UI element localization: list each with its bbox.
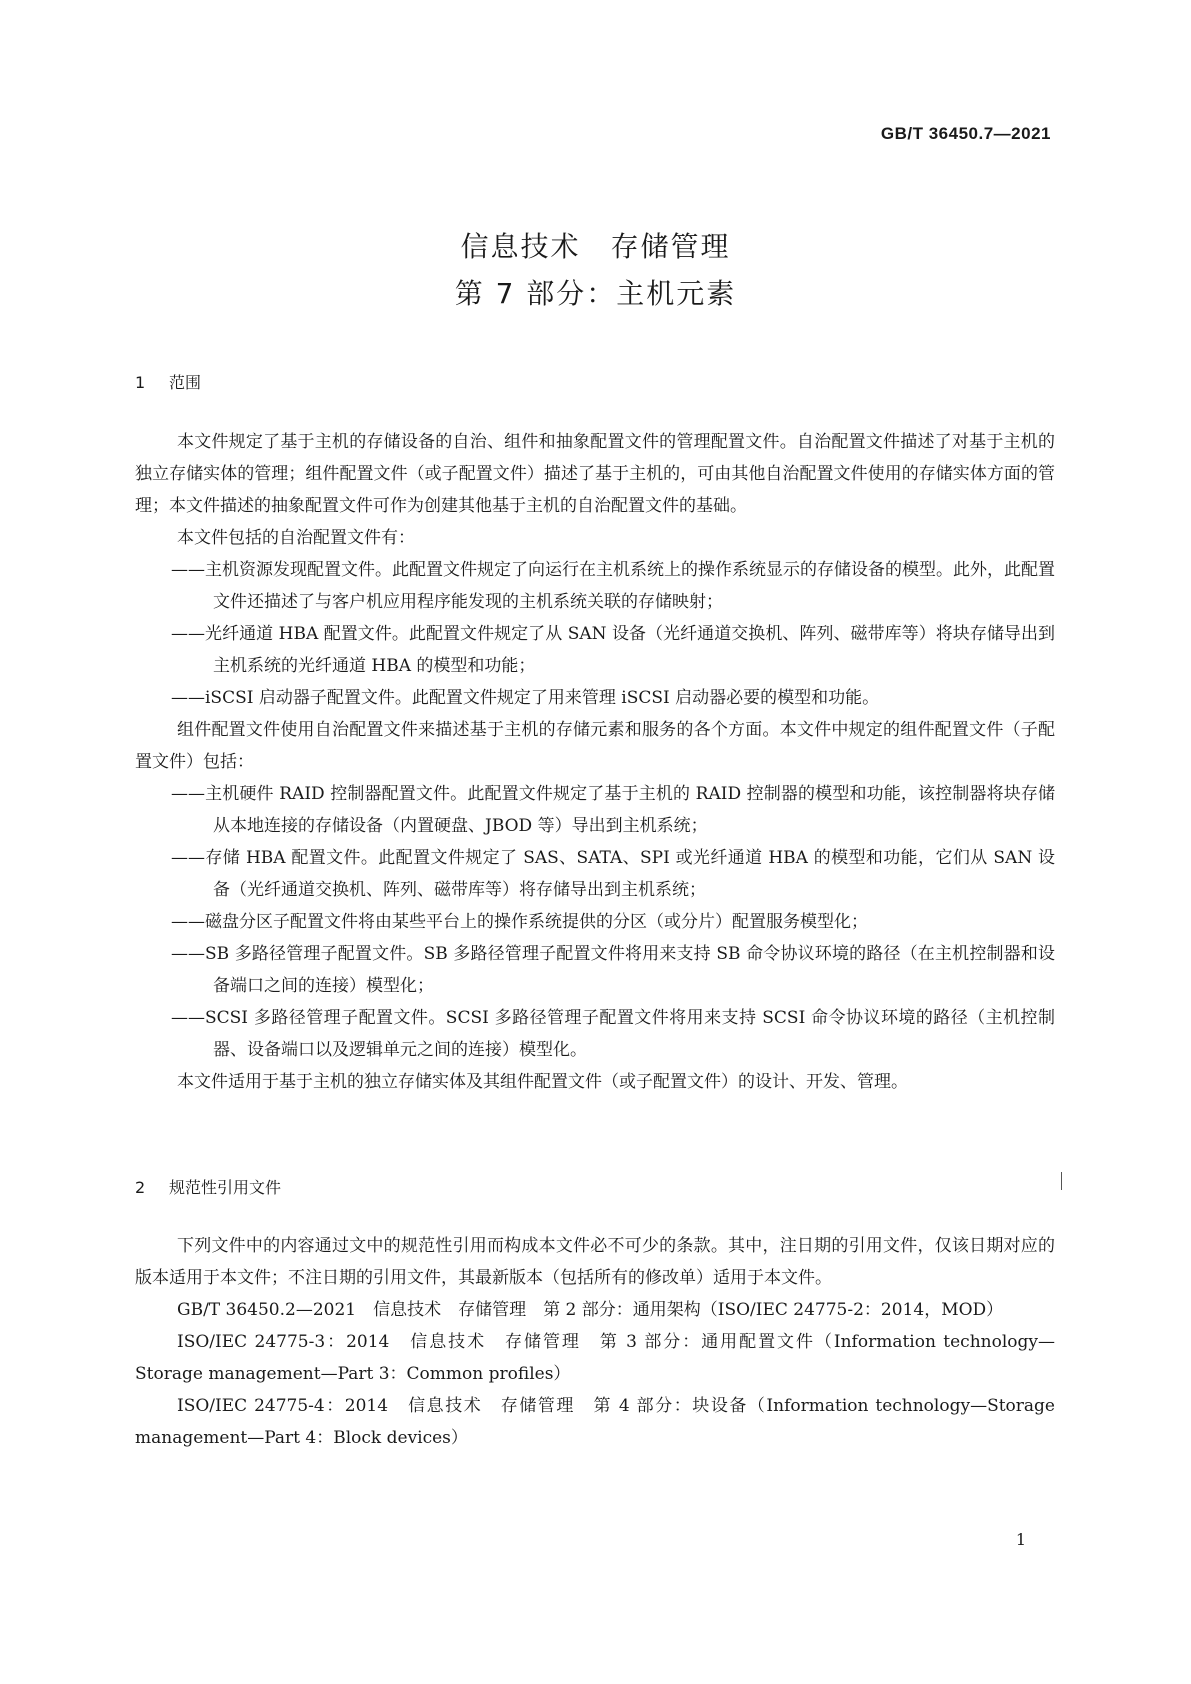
section-2-title: 规范性引用文件 xyxy=(169,1178,282,1197)
standard-code: GB/T 36450.7—2021 xyxy=(880,124,1051,143)
list-item: ——主机硬件 RAID 控制器配置文件。此配置文件规定了基于主机的 RAID 控制器的模型和功能，该控制器将块存储从本地连接的存储设备（内置硬盘、JBOD 等）导出到主机系统； xyxy=(171,784,1055,836)
list-item: ——光纤通道 HBA 配置文件。此配置文件规定了从 SAN 设备（光纤通道交换机、阵列、磁带库等）将块存储导出到主机系统的光纤通道 HBA 的模型和功能； xyxy=(171,624,1055,676)
reference-entry: GB/T 36450.2—2021 信息技术 存储管理 第 2 部分：通用架构（ISO/IEC 24775-2：2014，MOD） xyxy=(177,1300,1004,1320)
paragraph: 本文件适用于基于主机的独立存储实体及其组件配置文件（或子配置文件）的设计、开发、管理。 xyxy=(177,1072,908,1092)
document-title-line1: 信息技术 存储管理 xyxy=(460,230,731,263)
section-2-number: 2 xyxy=(135,1178,146,1197)
paragraph: 下列文件中的内容通过文中的规范性引用而构成本文件必不可少的条款。其中，注日期的引用文件，仅该日期对应的版本适用于本文件；不注日期的引用文件，其最新版本（包括所有的修改单）适用于本文件。 xyxy=(135,1236,1055,1288)
list-item: ——iSCSI 启动器子配置文件。此配置文件规定了用来管理 iSCSI 启动器必要的模型和功能。 xyxy=(171,688,880,708)
paragraph: 本文件包括的自治配置文件有： xyxy=(177,528,415,548)
section-1-title: 范围 xyxy=(169,373,202,392)
paragraph: 组件配置文件使用自治配置文件来描述基于主机的存储元素和服务的各个方面。本文件中规定的组件配置文件（子配置文件）包括： xyxy=(135,720,1055,772)
list-item: ——磁盘分区子配置文件将由某些平台上的操作系统提供的分区（或分片）配置服务模型化； xyxy=(171,912,868,932)
section-1-number: 1 xyxy=(135,373,146,392)
document-title-line2: 第 7 部分：主机元素 xyxy=(454,277,737,310)
list-item: ——主机资源发现配置文件。此配置文件规定了向运行在主机系统上的操作系统显示的存储设备的模型。此外，此配置文件还描述了与客户机应用程序能发现的主机系统关联的存储映射； xyxy=(171,560,1055,612)
list-item: ——存储 HBA 配置文件。此配置文件规定了 SAS、SATA、SPI 或光纤通道 HBA 的模型和功能，它们从 SAN 设备（光纤通道交换机、阵列、磁带库等）将存储导出到主机系统； xyxy=(171,848,1055,900)
paragraph: 本文件规定了基于主机的存储设备的自治、组件和抽象配置文件的管理配置文件。自治配置文件描述了对基于主机的独立存储实体的管理；组件配置文件（或子配置文件）描述了基于主机的，可由其他自治配置文件使用的存储实体方面的管理；本文件描述的抽象配置文件可作为创建其他基于主机的自治配置文件的基础。 xyxy=(135,432,1055,516)
revision-bar xyxy=(1061,1172,1062,1190)
list-item: ——SB 多路径管理子配置文件。SB 多路径管理子配置文件将用来支持 SB 命令协议环境的路径（在主机控制器和设备端口之间的连接）模型化； xyxy=(171,944,1055,996)
list-item: ——SCSI 多路径管理子配置文件。SCSI 多路径管理子配置文件将用来支持 SCSI 命令协议环境的路径（主机控制器、设备端口以及逻辑单元之间的连接）模型化。 xyxy=(171,1008,1055,1060)
section-2-heading xyxy=(135,1175,281,1198)
reference-entry: ISO/IEC 24775-3：2014 信息技术 存储管理 第 3 部分：通用配置文件（Information technology—Storage management—Part 3：Common profiles） xyxy=(135,1332,1055,1384)
section-1-body xyxy=(135,426,1055,1098)
page-number: 1 xyxy=(1015,1530,1026,1549)
section-2-body xyxy=(135,1230,1055,1454)
section-1-heading xyxy=(135,370,201,393)
reference-entry: ISO/IEC 24775-4：2014 信息技术 存储管理 第 4 部分：块设备（Information technology—Storage management—Part 4：Block devices） xyxy=(135,1396,1055,1448)
